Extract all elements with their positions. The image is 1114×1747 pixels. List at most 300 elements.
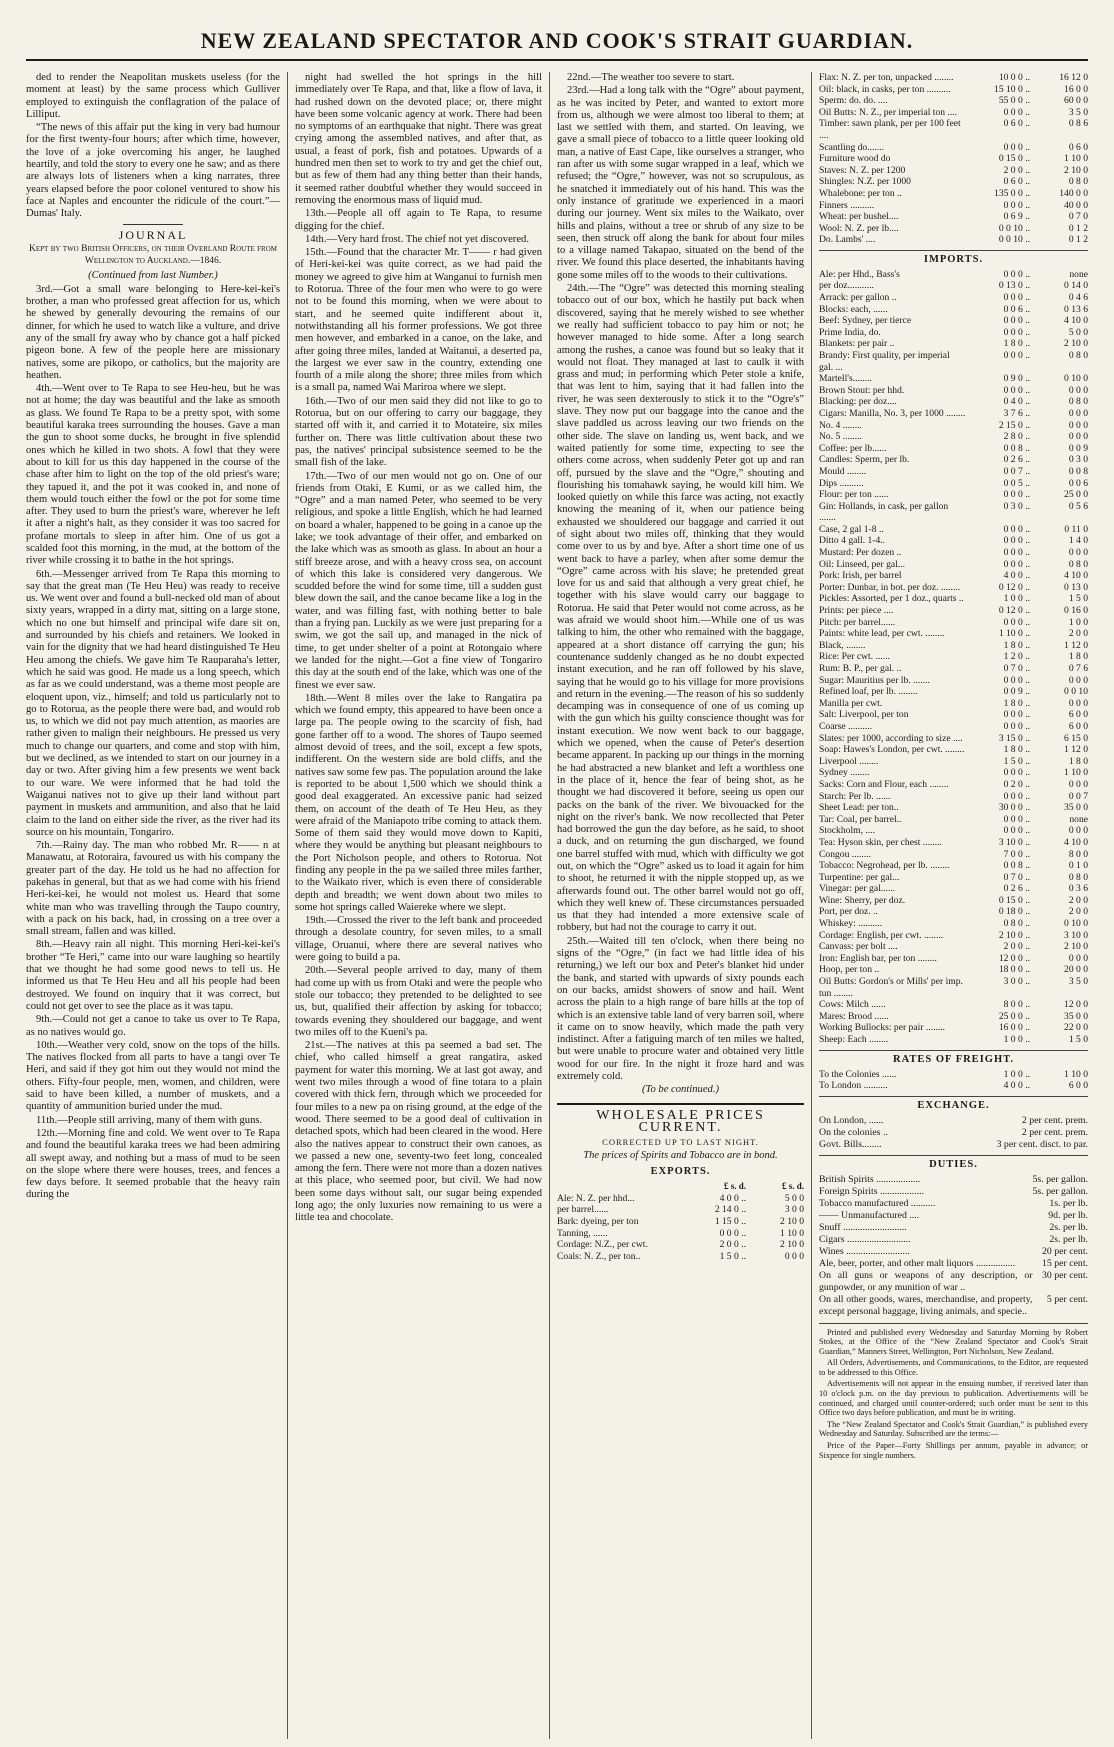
price-low: 0 15 0 .. (998, 894, 1030, 906)
exchange-table (819, 1115, 1088, 1151)
row-value: 5 per cent. (1046, 1293, 1088, 1305)
import-row (819, 570, 1088, 582)
journal-entry: 23rd.—Had a long talk with the “Ogre” about payment, as he was incited by Peter, and wanted to extort more from us, although we were almost too liberal to them; at last we settled with them, and started. On leaving, we gave a small piece of tobacco to a little queer looking old man, a native of East Cape, like ourselves a stranger, who ran after us with some sugar wrapped in a leaf, which we refused; the “Ogre,” however, was not so scrupulous, as he snatched it immediately out of his hand. This was the only instance of gratitude we experienced in a maori during our journey. Went six miles to the Waikato, over hills and plains, without a tree or shrub of any size to be seen, then struck off along the bank for about four miles to a village named Takapao, situated on the bend of the river. We found this place deserted, the inhabitants having gone some miles off to the woods to their cultivations. (557, 85, 804, 281)
price-high: 0 0 0 (1068, 825, 1088, 837)
price-low: 8 0 0 .. (1003, 999, 1030, 1011)
price-high: 0 0 0 (1068, 419, 1088, 431)
price-low: 1 8 0 .. (1003, 697, 1030, 709)
price-low: 0 0 0 .. (1003, 268, 1030, 280)
import-row (819, 269, 1088, 281)
price-low: 0 0 0 .. (1003, 767, 1030, 779)
price-item: No. 4 ........ (819, 419, 862, 431)
price-high: 0 1 0 (1068, 860, 1088, 872)
journal-subtitle: Kept by two British Officers, on their Overland Route from Wellington to Auckland.—1846. (29, 243, 277, 267)
import-row (819, 547, 1088, 559)
imports-table (819, 269, 1088, 1046)
price-high: 0 8 0 (1068, 396, 1088, 408)
price-low: 0 0 0 .. (1003, 813, 1030, 825)
export-row (819, 95, 1088, 107)
price-high: 3 10 0 (1064, 929, 1088, 941)
price-low: 1 8 0 .. (1003, 338, 1030, 350)
import-row (819, 686, 1088, 698)
price-high: 6 15 0 (1064, 732, 1088, 744)
export-row (819, 72, 1088, 84)
columns (26, 72, 1088, 1739)
price-item: Salt: Liverpool, per ton (819, 709, 909, 721)
price-high: 1 8 0 (1068, 755, 1088, 767)
row-label: On all other goods, wares, merchandise, and property, except personal baggage, living animals, and specie.. (819, 1293, 1033, 1317)
export-row (819, 176, 1088, 188)
export-row (819, 188, 1088, 200)
row-label: On all guns or weapons of any description, or gunpowder, or any munition of war .. (819, 1269, 1033, 1293)
row-label: Snuff .......................... (819, 1221, 907, 1233)
price-low: 0 4 0 .. (1003, 396, 1030, 408)
price-item: Whalebone: per ton .. (819, 187, 902, 199)
row-label: Cigars .......................... (819, 1233, 911, 1245)
price-item: Oil: Linseed, per gal... (819, 558, 906, 570)
notice-paragraph: Printed and published every Wednesday and Saturday Morning by Robert Stokes, at the Office of the “New Zealand Spectator and Cook's Strait Guardian,” Manners Street, Wellington, Port Nicholson, New Zealand. (819, 1327, 1088, 1356)
price-high: 0 0 0 (1068, 697, 1088, 709)
price-high: 3 5 0 (1068, 106, 1088, 118)
import-row (819, 640, 1088, 652)
price-low: 1 2 0 .. (1003, 651, 1030, 663)
row-value: 3 per cent. disct. to par. (996, 1138, 1088, 1150)
column-4 (812, 72, 1088, 1739)
price-low: 10 0 0 .. (998, 72, 1030, 83)
price-item: Hoop, per ton .. (819, 964, 880, 976)
price-item: Furniture wood do (819, 153, 891, 165)
journal-entries (26, 284, 280, 1202)
import-row (819, 767, 1088, 779)
price-high: 2 10 0 (780, 1239, 804, 1251)
price-high: 0 0 9 (1068, 442, 1088, 454)
freight-table (819, 1069, 1088, 1092)
import-row (819, 721, 1088, 733)
price-high: 0 14 0 (1064, 280, 1088, 292)
intro-text (26, 72, 280, 221)
price-low: 1 0 0 .. (1003, 1068, 1030, 1080)
price-high: 3 0 0 (784, 1204, 804, 1216)
price-item: Sheet Lead: per ton.. (819, 802, 899, 814)
price-low: 0 0 0 .. (1003, 106, 1030, 118)
journal-entry: 15th.—Found that the character Mr. T—— r had given of Heri-kei-kei was quite correct, as we had paid the money we agreed to give him at Wanganui to furnish men to Rotorua. Three of the four men who were to go were not to be found this morning, when we were about to start, and he seemed quite indifferent about it, notwithstanding all his former professions. We got three men however, and embarked in a canoe, on the lake, and after going three miles, landed at Waitanui, a deserted pa, the largest we ever saw in the country, extending one fourth of a mile along the shore; three miles from which is a small pa, named Wai Mariroa where we slept. (295, 247, 542, 394)
price-item: Wine: Sherry, per doz. (819, 894, 906, 906)
exports-continued-table (819, 72, 1088, 246)
price-item: Prints: per piece .... (819, 605, 894, 617)
price-low: 1 8 0 .. (1003, 744, 1030, 756)
import-row (819, 593, 1088, 605)
price-low: 0 2 6 .. (1003, 454, 1030, 466)
import-row (819, 350, 1088, 373)
price-low: 0 2 6 .. (1003, 883, 1030, 895)
price-high: 0 1 2 (1068, 234, 1088, 246)
price-item: Oil Butts: Gordon's or Mills' per imp. tun ........ (819, 976, 963, 999)
price-high: 0 8 0 (1068, 871, 1088, 883)
row-label: Ale, beer, porter, and other malt liquors ................ (819, 1257, 1016, 1269)
price-low: 135 0 0 .. (994, 187, 1030, 199)
row-value: 2 per cent. prem. (1021, 1126, 1088, 1138)
price-low: 0 0 0 .. (1003, 547, 1030, 559)
price-low: 0 0 0 .. (1003, 709, 1030, 721)
price-item: Vinegar: per gal...... (819, 883, 896, 895)
price-item: Blacking: per doz.... (819, 396, 897, 408)
price-item: Manilla per cwt. (819, 697, 883, 709)
price-high: 8 0 0 (1068, 848, 1088, 860)
journal-title: JOURNAL (118, 227, 188, 242)
price-high: 0 0 0 (1068, 952, 1088, 964)
price-high: 0 16 0 (1064, 605, 1088, 617)
price-low: 0 15 0 .. (998, 153, 1030, 165)
price-high: 0 10 0 (1064, 918, 1088, 930)
price-low: 0 0 0 .. (1003, 790, 1030, 802)
import-row (819, 849, 1088, 861)
wholesale-prices-subtitle: CORRECTED UP TO LAST NIGHT. (602, 1137, 759, 1148)
import-row (819, 964, 1088, 976)
price-item: Soap: Hawes's London, per cwt. ........ (819, 744, 965, 756)
price-item: Paints: white lead, per cwt. ........ (819, 628, 945, 640)
price-high: 35 0 0 (1064, 1010, 1088, 1022)
price-item: Sheep: Each ........ (819, 1034, 889, 1045)
price-high: 4 10 0 (1064, 570, 1088, 582)
price-low: 0 18 0 .. (998, 906, 1030, 918)
import-row (819, 605, 1088, 617)
price-low: 0 0 8 .. (1003, 442, 1030, 454)
price-high: 2 10 0 (1064, 338, 1088, 350)
price-low: 2 15 0 .. (998, 419, 1030, 431)
price-header-low: £ s. d. (723, 1181, 746, 1192)
price-item: Black, ........ (819, 639, 866, 651)
import-row (819, 617, 1088, 629)
price-high: 0 8 0 (1068, 349, 1088, 361)
price-high: 0 3 6 (1068, 883, 1088, 895)
price-high: 0 3 0 (1068, 454, 1088, 466)
import-row (819, 385, 1088, 397)
price-high: 0 0 8 (1068, 465, 1088, 477)
price-item: Cordage: English, per cwt. ........ (819, 929, 944, 941)
price-high: 2 0 0 (1068, 906, 1088, 918)
exports-table (557, 1181, 804, 1262)
duty-row (819, 1270, 1088, 1294)
import-row (819, 396, 1088, 408)
price-item: Sperm: do. do. .... (819, 95, 888, 107)
price-item: Rum: B. P., per gal. .. (819, 663, 902, 674)
import-row (819, 454, 1088, 466)
price-item: Coals: N. Z., per ton.. (557, 1250, 641, 1262)
price-high: 0 1 2 (1068, 222, 1088, 234)
duty-row (819, 1258, 1088, 1270)
price-item: Case, 2 gal 1-8 .. (819, 523, 884, 535)
price-high: 60 0 0 (1064, 95, 1088, 107)
import-row (819, 814, 1088, 826)
publication-notice (819, 1323, 1088, 1461)
import-row (819, 338, 1088, 350)
import-row (819, 292, 1088, 304)
price-low: 25 0 0 .. (998, 1010, 1030, 1022)
price-high: 1 5 0 (1068, 593, 1088, 605)
import-row (819, 443, 1088, 455)
price-item: Tanning, ...... (557, 1227, 608, 1239)
import-row (819, 663, 1088, 675)
price-high: 0 13 0 (1064, 581, 1088, 593)
price-low: 0 0 5 .. (1003, 477, 1030, 489)
column-3 (550, 72, 812, 1739)
price-low: 0 0 0 .. (1003, 523, 1030, 535)
price-high: 1 10 0 (780, 1227, 804, 1239)
journal-entry: 7th.—Rainy day. The man who robbed Mr. R—— n at Manawatu, at Rotoraira, favoured us with his company the greater part of the day. He told us he had no affection for pakehas in general, but that as we had come with his friend Heri-kei-kei, he would not molest us. Heard that some white man who was travelling through the Taupo country, with a pack on his back, had, in crossing on a tree over a small stream, fallen and was killed. (26, 840, 280, 938)
row-label: —— Unmanufactured .... (819, 1209, 920, 1221)
row-label: On London, ...... (819, 1114, 884, 1126)
journal-entry: 20th.—Several people arrived to day, many of them had come up with us from Otaki and were the people who stole our tobacco; they pretended to be delighted to see us, but, qualified their affection by asking for tobacco; towards evening they shouldered our baggage, and went two miles off to the Kueni's pa. (295, 965, 542, 1038)
price-header-high: £ s. d. (781, 1181, 804, 1192)
journal-entry: 12th.—Morning fine and cold. We went over to Te Rapa and found the beautiful karaka trees we had been admiring all swept away, and nothing but a mass of mud to be seen on the slope where there were houses, trees, and fences a few days before. It seemed probable that the heavy rain during the (26, 1127, 280, 1201)
import-row (819, 1011, 1088, 1023)
price-high: 2 10 0 (780, 1215, 804, 1227)
import-row (819, 883, 1088, 895)
import-row (819, 860, 1088, 872)
export-row (557, 1251, 804, 1263)
price-high: 1 12 0 (1064, 744, 1088, 756)
journal-entry: 4th.—Went over to Te Rapa to see Heu-heu, but he was not at home; the day was beautiful and the lake as smooth as glass. We found Te Rapa to be a pretty spot, with some beautiful karaka trees surrounding the houses. Gave a man the gun to shoot some ducks, he brought in five splendid ones which he killed in two shots. A fowl that they were about to kill for us this day happened in the course of the chase after him to light on the top of the old priest's ware; they tapued it, and the pot it was cooked in, and none of them would touch either the fowl or the pot for some time after. They used to burn the priest's ware, wherever he left it after a night's halt, as they consider it was too sacred for profane mortals to sleep in after him. One of us got a scalded foot this morning, in the mud, at the bottom of the river while crossing it to bathe in the hot springs. (26, 383, 280, 567)
row-value: 5s. per gallon. (1032, 1185, 1088, 1197)
price-item: Prime India, do. (819, 326, 881, 338)
row-value: 2s. per lb. (1049, 1221, 1088, 1233)
import-row (819, 698, 1088, 710)
duty-row (819, 1222, 1088, 1234)
price-high: 22 0 0 (1064, 1022, 1088, 1034)
price-item: Mares: Brood ...... (819, 1010, 889, 1022)
journal-entry: 14th.—Very hard frost. The chief not yet discovered. (305, 233, 529, 245)
price-low: 0 6 9 .. (1003, 211, 1030, 223)
wholesale-prices-title: WHOLESALE PRICES CURRENT. (557, 1103, 804, 1135)
price-item: Sugar: Mauritius per lb. ....... (819, 674, 930, 686)
price-low: 0 0 0 .. (1003, 535, 1030, 547)
import-row (819, 895, 1088, 907)
price-item: Wheat: per bushel.... (819, 211, 899, 223)
import-row (819, 466, 1088, 478)
price-low: 4 0 0 .. (1003, 570, 1030, 582)
price-low: 0 0 6 .. (1003, 303, 1030, 315)
price-high: 5 0 0 (784, 1192, 804, 1204)
price-item: Bark: dyeing, per ton (557, 1215, 639, 1227)
price-low: 0 0 7 .. (1003, 465, 1030, 477)
price-low: 0 7 0 .. (1003, 663, 1030, 674)
duty-row (819, 1210, 1088, 1222)
price-high: 0 0 0 (1068, 778, 1088, 790)
journal-entry: 18th.—Went 8 miles over the lake to Rangatira pa which we found empty, this appeared to have been once a large pa. The people owing to the scarcity of fish, had gone farther off to a wood. The shores of Taupo seemed almost devoid of trees, and the soil, except a few spots, indifferent. On the western side are bold cliffs, and the natives saw some few pas. The population around the lake is reported to be about 1,500 which we should think a good deal exaggerated. An excessive panic had seized them, on account of the death of Te Heu Heu, as they were afraid of the Maniapoto tribe coming to attack them. Some of them said they would move down to Kapiti, where they would be anything but pleasant neighbours to the Port Nicholson people, and others to Rotorua. Not finding any people in the pa we sailed three miles farther, to the Waikato river, which is even there of considerable depth and breadth; we went down about two miles to some hot springs called Waiereke where we slept. (295, 692, 542, 913)
price-low: 0 7 0 .. (1003, 871, 1030, 883)
export-row (819, 234, 1088, 246)
price-low: 4 0 0 .. (1003, 1080, 1030, 1092)
price-high: 0 0 0 (1068, 547, 1088, 559)
price-high: 3 5 0 (1068, 976, 1088, 988)
import-row (819, 779, 1088, 791)
price-low: 0 3 0 .. (1003, 500, 1030, 512)
price-low: 0 0 0 .. (1003, 349, 1030, 361)
price-item: Candles: Sperm, per lb. (819, 454, 910, 466)
price-low: 1 0 0 .. (1003, 1034, 1030, 1045)
price-low: 0 8 0 .. (1003, 918, 1030, 930)
price-item: Tar: Coal, per barrel.. (819, 813, 902, 825)
price-high: 2 10 0 (1064, 941, 1088, 953)
row-value: 20 per cent. (1042, 1245, 1088, 1257)
price-item: To London .......... (819, 1080, 888, 1092)
price-item: Pitch: per barrel...... (819, 616, 896, 628)
price-low: 12 0 0 .. (998, 952, 1030, 964)
price-high: 4 10 0 (1064, 836, 1088, 848)
price-item: To the Colonies ...... (819, 1068, 897, 1080)
price-high: 0 13 6 (1064, 303, 1088, 315)
price-low: 30 0 0 .. (998, 802, 1030, 814)
price-high: 0 6 0 (1068, 141, 1088, 153)
price-item: Whiskey: .......... (819, 918, 883, 930)
price-low: 1 15 0 .. (714, 1215, 746, 1227)
import-row (819, 535, 1088, 547)
imports-title: IMPORTS. (819, 250, 1088, 266)
price-low: 0 2 0 .. (1003, 778, 1030, 790)
export-row (557, 1193, 804, 1205)
duty-row (819, 1174, 1088, 1186)
row-value: 5s. per gallon. (1032, 1173, 1088, 1185)
price-low: 0 0 0 .. (1003, 141, 1030, 153)
price-item: Porter: Dunbar, in bot. per doz. ........ (819, 581, 961, 593)
price-item: Oil: black, in casks, per ton .......... (819, 83, 951, 95)
price-low: 1 8 0 .. (1003, 639, 1030, 651)
journal-entry: 22nd.—The weather too severe to start. (567, 72, 735, 83)
price-item: per doz........... (819, 280, 874, 292)
import-row (819, 953, 1088, 965)
column-1 (26, 72, 288, 1739)
duty-row (819, 1198, 1088, 1210)
import-row (819, 501, 1088, 524)
price-item: Sacks: Corn and Flour, each ........ (819, 778, 949, 790)
price-item: Port, per doz. .. (819, 906, 878, 918)
import-row (819, 420, 1088, 432)
price-item: Pork: Irish, per barrel (819, 570, 902, 582)
export-row (557, 1216, 804, 1228)
import-row (819, 524, 1088, 536)
price-item: Cows: Milch ...... (819, 999, 886, 1011)
export-row (819, 107, 1088, 119)
price-item: Canvass: per bolt .... (819, 941, 898, 953)
price-high: 0 7 0 (1068, 211, 1088, 223)
price-high: 40 0 0 (1064, 199, 1088, 211)
price-item: Flax: N. Z. per ton, unpacked ........ (819, 72, 954, 83)
price-low: 0 6 0 .. (1003, 118, 1030, 130)
freight-row (819, 1069, 1088, 1081)
price-high: 2 0 0 (1068, 894, 1088, 906)
journal-entry: 19th.—Crossed the river to the left bank and proceeded through a desolate country, for seven miles, to a small village, Oruanui, where there are several natives who were going to build a pa. (295, 915, 542, 964)
import-row (819, 327, 1088, 339)
duties-table (819, 1174, 1088, 1318)
price-low: 55 0 0 .. (998, 95, 1030, 107)
price-high: 5 0 0 (1068, 326, 1088, 338)
price-item: Arrack: per gallon .. (819, 292, 897, 303)
price-low: 1 5 0 .. (719, 1250, 746, 1262)
exports-header-row (557, 1181, 804, 1193)
price-high: 0 10 0 (1064, 373, 1088, 385)
duty-row (819, 1294, 1088, 1318)
import-row (819, 478, 1088, 490)
price-high: 6 0 0 (1068, 720, 1088, 732)
price-low: 0 0 0 .. (1003, 384, 1030, 396)
import-row (819, 489, 1088, 501)
price-high: 0 0 0 (1068, 384, 1088, 396)
price-item: Coffee: per lb...... (819, 442, 887, 454)
price-item: Refined loaf, per lb. ........ (819, 686, 918, 698)
price-high: 0 7 6 (1068, 663, 1088, 674)
price-high: 1 5 0 (1068, 1034, 1088, 1045)
continued-note: (Continued from last Number.) (88, 270, 218, 282)
import-row (819, 733, 1088, 745)
price-high: 0 8 0 (1068, 558, 1088, 570)
import-row (819, 628, 1088, 640)
import-row (819, 431, 1088, 443)
price-high: 1 4 0 (1068, 535, 1088, 547)
exchange-row (819, 1127, 1088, 1139)
price-high: 0 0 7 (1068, 790, 1088, 802)
import-row (819, 941, 1088, 953)
journal-entry: 9th.—Could not get a canoe to take us over to Te Rapa, as no natives would go. (26, 1014, 280, 1038)
price-low: 2 8 0 .. (1003, 431, 1030, 443)
price-item: Gin: Hollands, in cask, per gallon ....... (819, 500, 949, 524)
price-high: 1 12 0 (1064, 639, 1088, 651)
price-high: 1 10 0 (1064, 767, 1088, 779)
wholesale-prices-note: The prices of Spirits and Tobacco are in bond. (583, 1149, 778, 1161)
price-low: 3 15 0 .. (998, 732, 1030, 744)
row-value: 15 per cent. (1042, 1257, 1088, 1269)
price-low: 7 0 0 .. (1003, 848, 1030, 860)
price-high: 2 10 0 (1064, 164, 1088, 176)
masthead-rule (26, 59, 1088, 61)
price-high: 0 0 0 (1068, 407, 1088, 419)
exchange-row (819, 1139, 1088, 1151)
export-row (819, 84, 1088, 96)
price-item: Starch: Per lb. ...... (819, 790, 891, 802)
price-item: Slates: per 1000, according to size .... (819, 732, 963, 744)
row-label: Tobacco manufactured .......... (819, 1197, 936, 1209)
notice-paragraph: Advertisements will not appear in the ensuing number, if received later than 10 o'clock p.m. on the day previous to publication. Advertisements will be continued, and charged until counter-ordered; such order must be sent to this Office two days before publication, and must be in writing. (819, 1379, 1088, 1418)
price-item: Blankets: per pair .. (819, 338, 895, 350)
price-high: 0 11 0 (1064, 523, 1088, 535)
import-row (819, 976, 1088, 999)
exports-title: EXPORTS. (650, 1165, 711, 1177)
price-high: none (1069, 813, 1088, 825)
price-high: none (1069, 268, 1088, 280)
price-low: 0 0 0 .. (1003, 616, 1030, 628)
import-row (819, 1034, 1088, 1046)
price-high: 0 0 0 (1068, 431, 1088, 443)
price-low: 16 0 0 .. (998, 1022, 1030, 1034)
price-low: 0 9 0 .. (1003, 373, 1030, 385)
price-high: 1 10 0 (1064, 153, 1088, 165)
export-row (819, 211, 1088, 223)
price-item: Ale: N. Z. per hhd... (557, 1192, 635, 1204)
export-row (557, 1204, 804, 1216)
import-row (819, 906, 1088, 918)
import-row (819, 280, 1088, 292)
export-row (819, 200, 1088, 212)
masthead: NEW ZEALAND SPECTATOR AND COOK'S STRAIT GUARDIAN. (200, 28, 914, 53)
price-low: 4 0 0 .. (719, 1192, 746, 1204)
export-row (819, 118, 1088, 141)
duty-row (819, 1186, 1088, 1198)
price-item: Working Bullocks: per pair ........ (819, 1022, 946, 1034)
price-low: 0 0 0 .. (1003, 326, 1030, 338)
import-row (819, 999, 1088, 1011)
export-row (819, 153, 1088, 165)
exchange-title: EXCHANGE. (819, 1096, 1088, 1112)
price-high: 6 0 0 (1068, 1080, 1088, 1092)
